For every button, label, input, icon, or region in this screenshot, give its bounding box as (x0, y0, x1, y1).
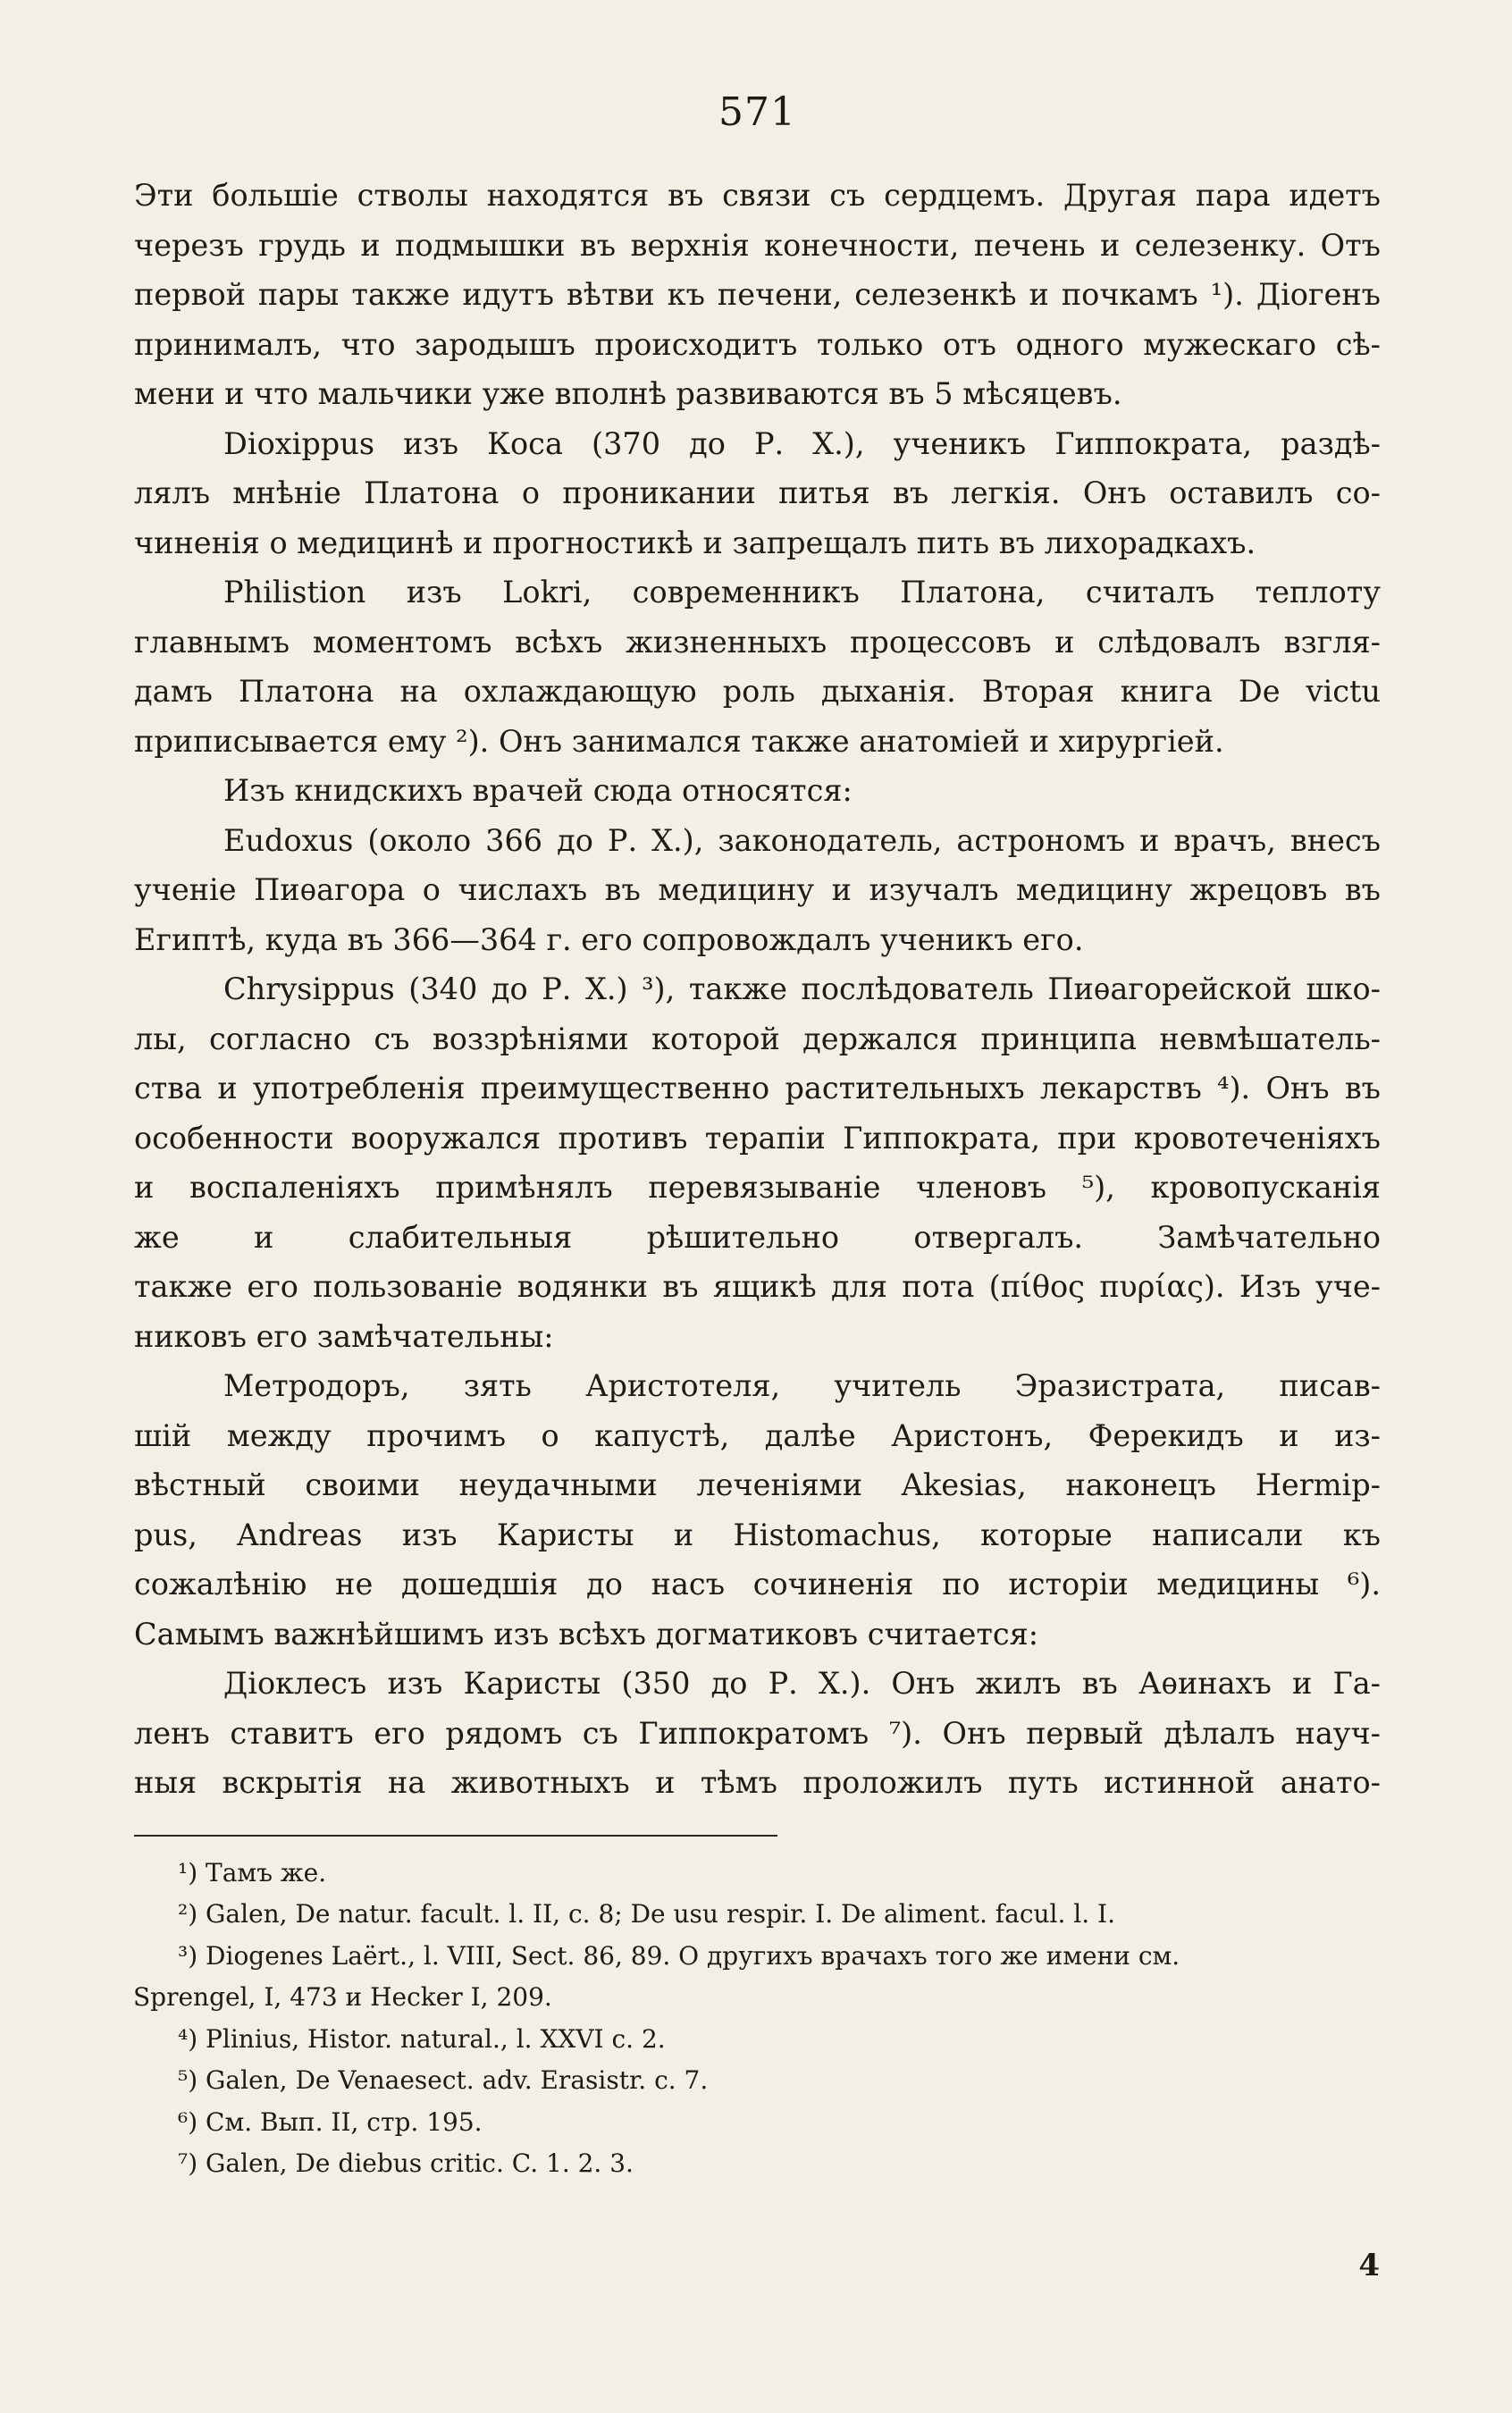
text-line: же и слабительныя рѣшительно отвергалъ. Замѣчательно (134, 1219, 1381, 1255)
document-page (134, 89, 1381, 2185)
footnote-divider (134, 1835, 777, 1837)
text-line: шій между прочимъ о капустѣ, далѣе Аристонъ, Ферекидъ и из- (134, 1417, 1381, 1453)
text-line: особенности вооружался противъ терапіи Гиппократа, при кровотеченіяхъ (134, 1120, 1381, 1156)
footnote-6: ⁶) См. Вып. II, стр. 195. (178, 2106, 483, 2137)
paragraph-knidian-intro (134, 766, 1381, 816)
page-number: 571 (718, 89, 796, 135)
paragraph-1 (134, 171, 1381, 419)
text-line: вѣстный своими неудачными леченіями Akesias, наконецъ Hermip- (134, 1467, 1381, 1502)
text-line: Эти большіе стволы находятся въ связи съ сердцемъ. Другая пара идетъ (134, 178, 1381, 213)
paragraph-diocles (134, 1659, 1381, 1808)
footnote-7: ⁷) Galen, De diebus critic. C. 1. 2. 3. (178, 2148, 634, 2178)
text-line: ныя вскрытія на животныхъ и тѣмъ проложилъ путь истинной анато- (134, 1765, 1381, 1800)
text-line: и воспаленіяхъ примѣнялъ перевязываніе членовъ ⁵), кровопусканія (134, 1170, 1381, 1205)
text-line: Самымъ важнѣйшимъ изъ всѣхъ догматиковъ считается: (134, 1616, 1039, 1652)
text-line: Philistion изъ Lokri, современникъ Платона, считалъ теплоту (223, 575, 1381, 610)
text-line: дамъ Платона на охлаждающую роль дыханія. Вторая книга De victu (134, 674, 1381, 709)
text-line: Діоклесъ изъ Каристы (350 до Р. Х.). Онъ жилъ въ Аѳинахъ и Га- (223, 1666, 1381, 1701)
footnote-4: ⁴) Plinius, Histor. natural., l. XXVI c. 2. (178, 2023, 666, 2054)
text-line: ученіе Пиѳагора о числахъ въ медицину и изучалъ медицину жрецовъ въ (134, 872, 1381, 907)
text-line: ства и употребленія преимущественно растительныхъ лекарствъ ⁴). Онъ въ (134, 1071, 1381, 1106)
text-line: сожалѣнію не дошедшія до насъ сочиненія по исторіи медицины ⁶). (134, 1567, 1381, 1602)
footnotes (134, 1853, 1381, 2185)
signature-mark: 4 (1358, 2248, 1380, 2283)
text-line: лы, согласно съ воззрѣніями которой держался принципа невмѣшатель- (134, 1021, 1381, 1056)
paragraph-chrysippus (134, 964, 1381, 1361)
footnote-3: ³) Diogenes Laërt., l. VIII, Sect. 86, 89. О другихъ врачахъ того же имени см. (178, 1940, 1180, 1971)
footnote-2: ²) Galen, De natur. facult. l. II, c. 8; De usu respir. I. De aliment. facul. l. I. (178, 1899, 1116, 1929)
paragraph-eudoxus (134, 816, 1381, 965)
text-line: Dioxippus изъ Коса (370 до Р. Х.), ученикъ Гиппократа, раздѣ- (223, 425, 1381, 461)
footnote-5: ⁵) Galen, De Venaesect. adv. Erasistr. c. 7. (178, 2065, 709, 2095)
text-line: черезъ грудь и подмышки въ верхнія конечности, печень и селезенку. Отъ (134, 227, 1381, 263)
text-line: чиненія о медицинѣ и прогностикѣ и запрещалъ пить въ лихорадкахъ. (134, 525, 1256, 560)
text-line: Chrysippus (340 до Р. Х.) ³), также послѣдователь Пиѳагорейской шко- (223, 971, 1381, 1006)
paragraph-philistion (134, 568, 1381, 766)
paragraph-students (134, 1361, 1381, 1659)
text-line: Eudoxus (около 366 до Р. Х.), законодатель, астрономъ и врачъ, внесъ (223, 822, 1381, 858)
text-line: Египтѣ, куда въ 366—364 г. его сопровождалъ ученикъ его. (134, 921, 1084, 957)
text-line: лялъ мнѣніе Платона о проникании питья въ легкія. Онъ оставилъ со- (134, 475, 1381, 510)
footnote-1: ¹) Тамъ же. (178, 1857, 327, 1888)
text-line: Метродоръ, зять Аристотеля, учитель Эразистрата, писав- (223, 1368, 1381, 1403)
text-line: первой пары также идутъ вѣтви къ печени, селезенкѣ и почкамъ ¹). Діогенъ (134, 277, 1381, 312)
footnote-3-continued: Sprengel, I, 473 и Hecker I, 209. (133, 1982, 552, 2012)
text-line: ленъ ставитъ его рядомъ съ Гиппократомъ ⁷). Онъ первый дѣлалъ науч- (134, 1715, 1381, 1751)
text-line: никовъ его замѣчательны: (134, 1318, 554, 1354)
text-line: Изъ книдскихъ врачей сюда относятся: (223, 773, 853, 808)
text-line: также его пользованіе водянки въ ящикѣ для пота (πίθος πυρίας). Изъ уче- (134, 1269, 1381, 1304)
text-line: приписывается ему ²). Онъ занимался также анатоміей и хирургіей. (134, 723, 1224, 759)
text-line: принималъ, что зародышъ происходитъ только отъ одного мужескаго сѣ- (134, 326, 1381, 362)
text-line: pus, Andreas изъ Каристы и Histomachus, которые написали къ (134, 1517, 1381, 1552)
text-line: главнымъ моментомъ всѣхъ жизненныхъ процессовъ и слѣдовалъ взгля- (134, 624, 1381, 660)
paragraph-dioxippus (134, 419, 1381, 568)
text-line: мени и что мальчики уже вполнѣ развиваются въ 5 мѣсяцевъ. (134, 376, 1122, 411)
